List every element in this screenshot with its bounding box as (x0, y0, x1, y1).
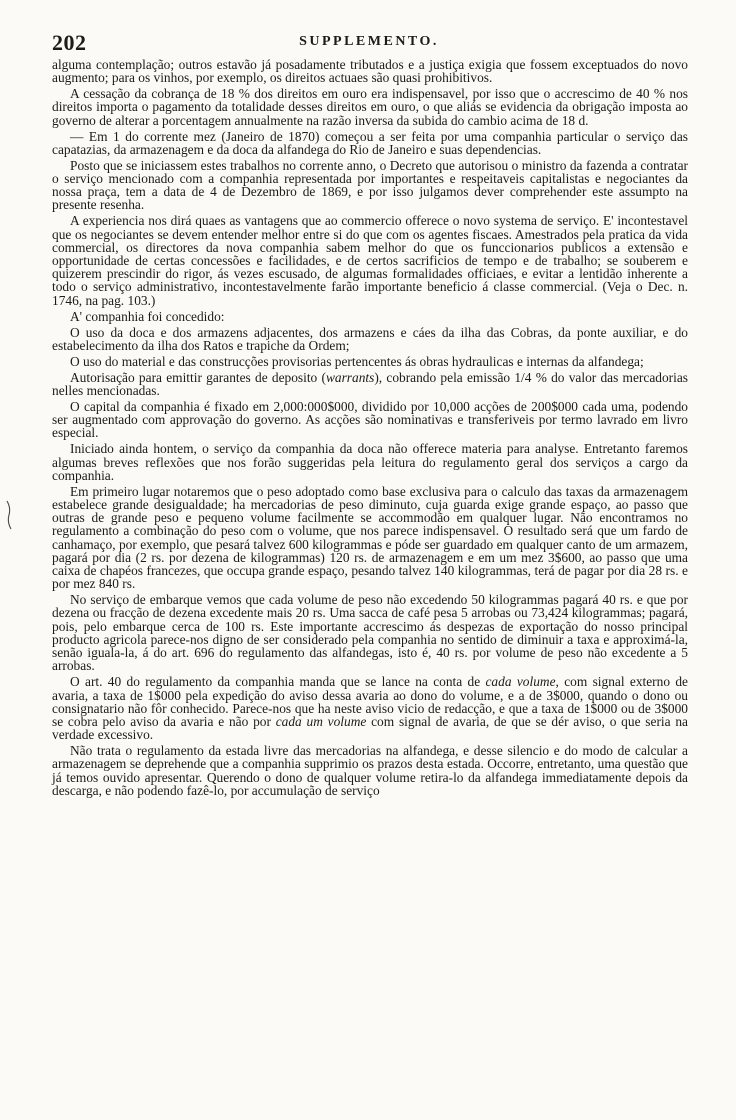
paragraph-text: Não trata o regulamento da estada livre das mercadorias na alfandega, e desse silencio e do modo de calcular a armazenagem se deprehende que a companhia supprimio os prazos desta estada. Occorre, entretanto, uma questão que já temos ouvido apresentar. Querendo o dono de qualquer volume retira-lo da alfandega immediatamente depois da descarga, e não podendo fazê-lo, por accumulação de serviço (52, 743, 688, 798)
paragraph-text: Autorisação para emittir garantes de deposito ( (70, 369, 326, 385)
paragraph (52, 593, 688, 672)
paragraph (52, 159, 688, 212)
paragraph (52, 214, 688, 306)
page-header (52, 30, 686, 54)
paragraph (52, 310, 688, 323)
running-title: SUPPLEMENTO. (299, 34, 439, 49)
paragraph (52, 130, 688, 156)
paragraph-text: A cessação da cobrança de 18 % dos direitos em ouro era indispensavel, por isso que o accrescimo de 40 % nos direitos importa o pagamento da totalidade desses direitos em ouro, o que aliás se evidencia da obrigação imposta ao governo de alterar a porcentagem annualmente na razão inversa da subida do cambio acima de 18 d. (52, 86, 688, 128)
paragraph-text: O art. 40 do regulamento da companhia manda que se lance na conta de (70, 674, 486, 690)
paragraph (52, 326, 688, 352)
paragraph-text: O capital da companhia é fixado em 2,000:000$000, dividido por 10,000 acções de 200$000 cada uma, podendo ser augmentado com approvação do governo. As acções são nominativas e transferiveis por termo lavrado em livro especial. (52, 399, 688, 441)
paragraph (52, 371, 688, 397)
margin-bracket-mark (4, 500, 14, 530)
paragraph-text: O uso do material e das construcções provisorias pertencentes ás obras hydraulicas e internas da alfandega; (70, 353, 644, 369)
page-number: 202 (52, 30, 87, 55)
paragraph-text: Em primeiro lugar notaremos que o peso adoptado como base exclusiva para o calculo das taxas da armazenagem estabelece grande desigualdade; ha mercadorias de peso diminuto, cuja guarda exige grande espaço, ao passo que outras de grande peso e pequeno volume facilmente se accommodão em qualquer lugar. Não encontramos no regulamento a combinação do peso com o volume, que nos parece indispensavel. O resultado será que um fardo de canhamaço, por exemplo, que pesará talvez 600 kilogrammas e póde ser guardado em qualquer canto de um armazem, pagará por dia (2 rs. por dezena de kilogrammas) 120 rs. de armazenagem e em um mez 3$600, ao passo que uma caixa de chapéos francezes, que occupa grande espaço, pesando talvez 140 kilogrammas, terá de pagar por dia 28 rs. e por mez 840 rs. (52, 483, 688, 592)
paragraph-text: — Em 1 do corrente mez (Janeiro de 1870) começou a ser feita por uma companhia particular o serviço das capatazias, da armazenagem e da doca da alfandega do Rio de Janeiro e suas dependencias. (52, 128, 688, 157)
paragraph-text: Posto que se iniciassem estes trabalhos no corrente anno, o Decreto que autorisou o ministro da fazenda a contratar o serviço mencionado com a companhia representada por importantes e respeitaveis capitalistas e negociantes da nossa praça, tem a data de 4 de Dezembro de 1869, e por isso julgamos dever comprehender este assumpto na presente resenha. (52, 157, 688, 213)
paragraph-text: ), cobrando pela emissão 1/4 % do valor das mercadorias nelles mencionadas. (52, 369, 688, 399)
paragraph-text: A experiencia nos dirá quaes as vantagens que ao commercio offerece o novo systema de serviço. E' incontestavel que os negociantes se devem entender melhor entre si do que com os agentes fiscaes. Amestrados pela pratica da vida commercial, os directores da nova companhia sabem melhor do que os funccionarios publicos a extensão e opportunidade de certas concessões e facilidades, e de certos sacrificios de tempo e de trabalho; se souberem e quizerem prescindir do rigor, ás vezes escusado, de algumas formalidades officiaes, e evitar a lentidão inherente a todo o serviço administrativo, incontestavelmente farão importante beneficio á classe commercial. (Veja o Dec. n. 1746, na pag. 103.) (52, 213, 688, 308)
paragraph (52, 485, 688, 591)
body-text (52, 58, 688, 800)
italic-term: warrants (325, 369, 375, 385)
paragraph (52, 355, 688, 368)
paragraph-text: No serviço de embarque vemos que cada volume de peso não excedendo 50 kilogrammas pagará 40 rs. e que por dezena ou fracção de dezena excedente mais 20 rs. Uma sacca de café pesa 5 arrobas ou 73,424 kilogrammas; pagará, pois, pelo embarque cerca de 100 rs. Este importante accrescimo ás despezas de exportação do nosso principal producto agricola parece-nos digno de ser considerado pela companhia no sentido de diminuir a taxa e approximá-la, senão iguala-la, á do art. 696 do regulamento das alfandegas, isto é, 40 rs. por volume de peso não excedente a 5 arrobas. (52, 592, 688, 674)
italic-term: cada volume (485, 674, 556, 690)
paragraph (52, 58, 688, 84)
paragraph-text: alguma contemplação; outros estavão já posadamente tributados e a justiça exigia que fossem exceptuados do novo augmento; para os vinhos, por exemplo, os direitos actuaes são quasi prohibitivos. (52, 57, 688, 86)
paragraph-text: A' companhia foi concedido: (70, 308, 225, 324)
paragraph-text: Iniciado ainda hontem, o serviço da companhia da doca não offerece materia para analyse. Entretanto faremos algumas breves reflexões que nos forão suggeridas pela leitura do regulamento geral dos serviços a cargo da companhia. (52, 441, 688, 483)
paragraph-text: O uso da doca e dos armazens adjacentes, dos armazens e cáes da ilha das Cobras, da ponte auxiliar, e do estabelecimento da ilha dos Ratos e trapiche da Ordem; (52, 324, 688, 353)
paragraph (52, 442, 688, 482)
paragraph (52, 87, 688, 127)
paragraph (52, 400, 688, 440)
paragraph-text: , com signal externo de avaria, a taxa de 1$000 pela expedição do aviso dessa avaria ao dono do volume, e a de 3$000, quando o dono ou consignatario não fôr conhecido. Parece-nos que ha neste aviso vicio de redacção, e que a taxa de 1$000 ou de 3$000 se cobra pelo aviso da avaria e não por (52, 674, 688, 729)
paragraph (52, 675, 688, 741)
paragraph (52, 744, 688, 797)
paragraph-text: com signal de avaria, de que se dér aviso, o que seria na verdade excessivo. (52, 713, 688, 743)
italic-term: cada um volume (275, 713, 367, 729)
